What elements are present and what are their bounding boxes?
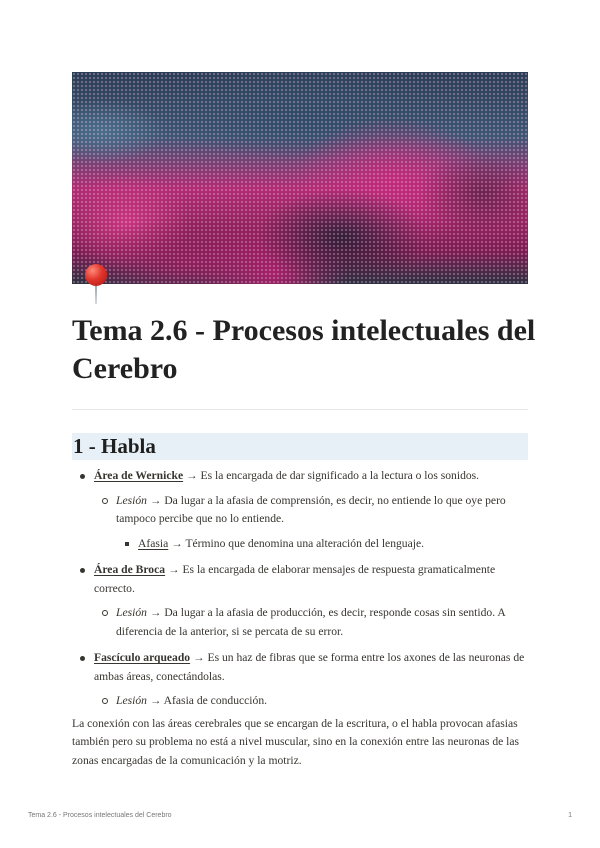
item-text: → Es un haz de fibras que se forma entre los axones de las neuronas de ambas áreas, conectándolas. [94, 651, 525, 683]
term-lesion: Lesión [116, 694, 147, 707]
item-text: → Da lugar a la afasia de comprensión, es decir, no entiende lo que oye pero tampoco percibe que no lo entiende. [116, 493, 506, 525]
bullet-disc-icon [80, 656, 85, 661]
divider [72, 409, 528, 410]
page-footer [28, 812, 572, 819]
list-item-wernicke [72, 467, 528, 486]
list-item-lesion [72, 692, 528, 711]
list-item-fasciculo [72, 649, 528, 686]
bullet-disc-icon [80, 568, 85, 573]
item-text: → Es la encargada de dar significado a la lectura o los sonidos. [183, 469, 480, 482]
term-lesion: Lesión [116, 606, 147, 619]
bullet-square-icon [125, 542, 129, 546]
footer-title: Tema 2.6 - Procesos intelectuales del Cerebro [28, 812, 172, 819]
item-text: → Es la encargada de elaborar mensajes de respuesta gramaticalmente correcto. [94, 563, 496, 595]
term-lesion: Lesión [116, 493, 147, 507]
page-title: Tema 2.6 - Procesos intelectuales del Cerebro [72, 314, 536, 385]
section-content [72, 464, 528, 770]
list-item-lesion [72, 492, 528, 529]
bullet-circle-icon [102, 610, 108, 616]
term-afasia: Afasia [138, 536, 169, 550]
list-item-broca [72, 561, 528, 598]
bullet-circle-icon [102, 698, 108, 704]
item-text: → Término que denomina una alteración del lenguaje. [168, 536, 424, 550]
bullet-disc-icon [80, 474, 85, 479]
cover-image [72, 72, 528, 284]
item-text: → Da lugar a la afasia de producción, es decir, responde cosas sin sentido. A diferencia de la anterior, si se percata de su error. [116, 606, 506, 638]
bullet-circle-icon [102, 498, 108, 504]
round-pushpin-icon [83, 262, 113, 306]
paragraph: La conexión con las áreas cerebrales que se encargan de la escritura, o el habla provocan afasias también pero su problema no está a nivel muscular, sino en la conexión entre las neuronas de las zonas encargadas de la comunicación y la motriz. [72, 716, 520, 767]
page-number: 1 [568, 812, 572, 819]
term-fasciculo: Fascículo arqueado [94, 651, 191, 664]
list-item-afasia [72, 535, 528, 554]
term-broca: Área de Broca [94, 563, 166, 576]
list-item-lesion [72, 604, 528, 641]
item-text: → Afasia de conducción. [146, 694, 268, 707]
section-heading: 1 - Habla [72, 433, 528, 460]
term-wernicke: Área de Wernicke [94, 469, 184, 482]
